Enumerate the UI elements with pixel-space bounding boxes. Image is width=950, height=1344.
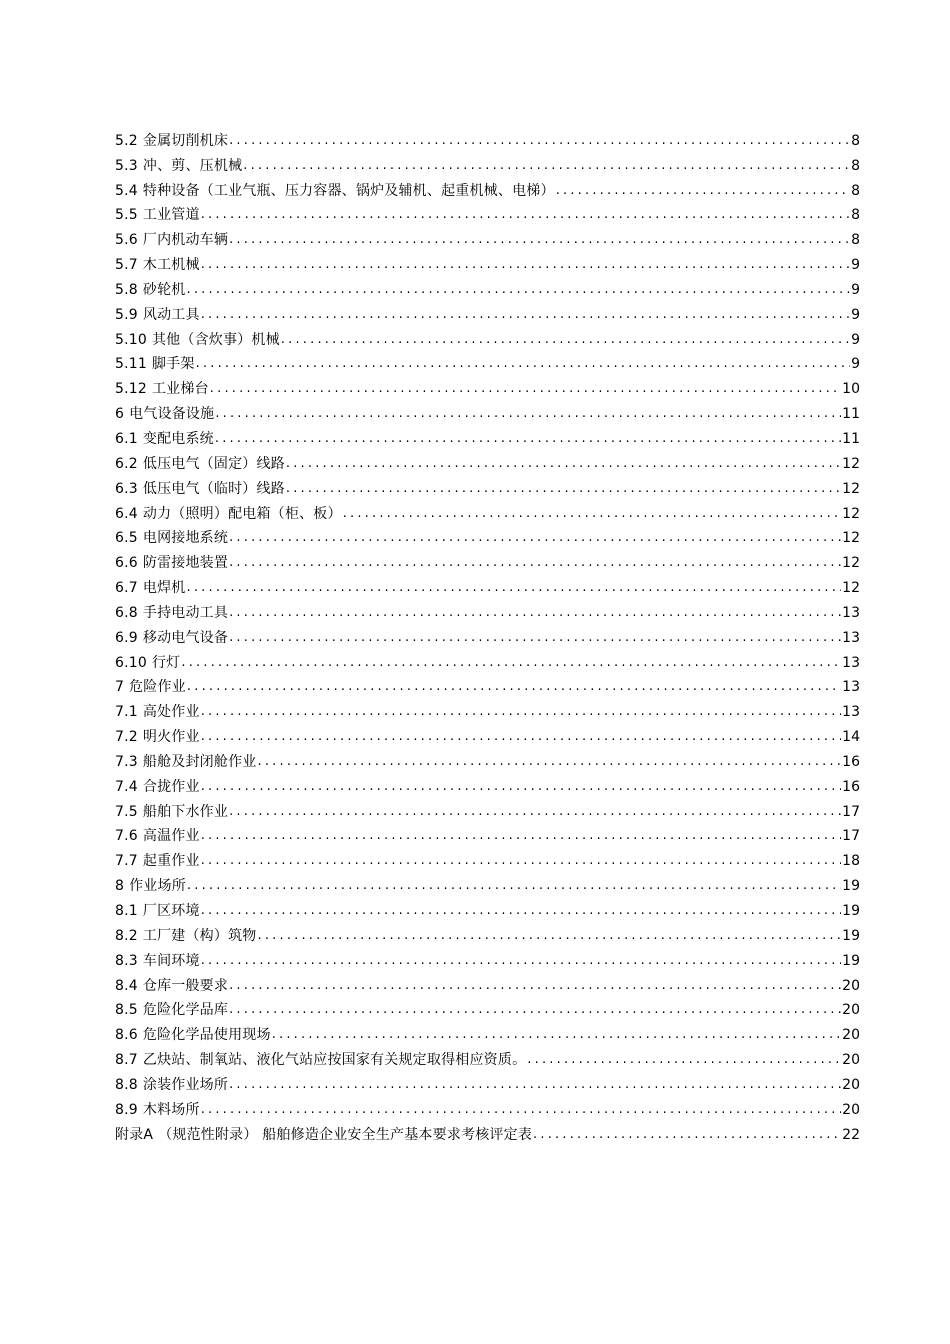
toc-entry[interactable] [115,597,860,622]
toc-entry[interactable] [115,1069,860,1094]
toc-entry-title: 仓库一般要求 [142,977,229,994]
toc-leader-dots [272,1026,841,1044]
toc-entry-label [115,1051,526,1069]
toc-leader-dots [229,604,841,622]
toc-entry-label [115,977,228,995]
toc-leader-dots [533,1126,841,1144]
toc-leader-dots [527,1051,841,1069]
toc-entry-title: 厂内机动车辆 [142,232,229,249]
toc-leader-dots [187,678,841,696]
toc-entry-label [115,554,228,572]
toc-entry-label [115,778,200,796]
toc-entry-page-number: 13 [842,604,860,621]
toc-entry-title: 工业管道 [142,207,200,224]
toc-entry-title: 冲、剪、压机械 [142,157,243,174]
toc-entry-page-number: 9 [851,356,860,373]
toc-entry-title: 车间环境 [142,952,200,969]
toc-leader-dots [201,206,850,224]
table-of-contents [115,125,860,1144]
toc-entry[interactable] [115,498,860,523]
toc-entry-title: 低压电气（固定）线路 [142,455,285,472]
toc-entry-number: 7.4 [115,778,138,795]
toc-entry-title: 涂装作业场所 [142,1076,229,1093]
toc-entry-number: 8.3 [115,952,138,969]
toc-entry[interactable] [115,175,860,200]
toc-leader-dots [556,182,850,200]
toc-leader-dots [229,554,841,572]
toc-entry-page-number: 16 [842,753,860,770]
toc-entry-number: 8.5 [115,1002,138,1019]
toc-entry-number: 5.3 [115,157,138,174]
toc-entry-label [115,827,200,845]
toc-leader-dots [196,355,850,373]
toc-entry-label [115,1026,271,1044]
toc-entry-page-number: 14 [842,729,860,746]
toc-leader-dots [201,256,850,274]
toc-entry-number: 5.11 [115,356,147,373]
toc-leader-dots [186,281,850,299]
toc-entry-number: 6.10 [115,654,147,671]
toc-entry-number: 6.4 [115,505,138,522]
toc-entry-page-number: 8 [851,182,860,199]
toc-entry-title: 高温作业 [142,828,200,845]
toc-leader-dots [229,629,841,647]
toc-entry-number: 6.6 [115,555,138,572]
toc-entry-number: 5.4 [115,182,138,199]
toc-entry-label [115,1076,228,1094]
toc-entry-number: 7.5 [115,803,138,820]
toc-entry[interactable] [115,920,860,945]
toc-entry-title: 手持电动工具 [142,604,229,621]
toc-entry[interactable] [115,448,860,473]
toc-entry-number: 6.9 [115,629,138,646]
toc-entry-title: 特种设备（工业气瓶、压力容器、锅炉及辅机、起重机械、电梯） [142,182,555,199]
toc-entry-title: 木料场所 [142,1101,200,1118]
toc-entry-number: 7.1 [115,704,138,721]
toc-entry-title: （规范性附录） 船舶修造企业安全生产基本要求考核评定表 [158,1126,533,1143]
toc-entry-number: 8.6 [115,1027,138,1044]
toc-leader-dots [201,778,841,796]
toc-entry-page-number: 12 [842,555,860,572]
toc-entry-number: 5.5 [115,207,138,224]
toc-entry-label [115,604,228,622]
toc-entry-title: 起重作业 [142,853,200,870]
toc-entry-label [115,803,228,821]
toc-leader-dots [187,877,841,895]
toc-leader-dots [281,331,850,349]
toc-entry-page-number: 8 [851,232,860,249]
toc-entry-title: 移动电气设备 [142,629,229,646]
toc-entry-title: 合拢作业 [142,778,200,795]
toc-entry[interactable] [115,150,860,175]
toc-leader-dots [229,803,841,821]
toc-entry-number: 5.12 [115,381,147,398]
toc-leader-dots [201,952,841,970]
toc-entry-page-number: 11 [842,406,860,423]
toc-leader-dots [286,455,841,473]
toc-entry-label [115,256,200,274]
toc-entry-label [115,629,228,647]
toc-entry-label [115,728,200,746]
toc-entry-number: 8.9 [115,1101,138,1118]
toc-entry-page-number: 22 [842,1126,860,1143]
toc-entry[interactable] [115,572,860,597]
toc-entry-page-number: 10 [842,381,860,398]
toc-leader-dots [181,654,841,672]
toc-entry-label [115,1101,200,1119]
toc-leader-dots [215,430,841,448]
toc-entry[interactable] [115,274,860,299]
toc-entry[interactable] [115,771,860,796]
toc-entry-number: 7.6 [115,828,138,845]
toc-leader-dots [229,1001,841,1019]
toc-entry[interactable] [115,995,860,1020]
toc-entry[interactable] [115,895,860,920]
toc-leader-dots [286,480,841,498]
toc-entry-label [115,753,256,771]
toc-entry-label [115,455,285,473]
toc-entry[interactable] [115,125,860,150]
toc-entry-title: 行灯 [151,654,181,671]
toc-entry-title: 风动工具 [142,306,200,323]
toc-entry-label [115,380,209,398]
toc-entry-label [115,1126,532,1144]
toc-entry-page-number: 19 [842,878,860,895]
toc-entry-page-number: 19 [842,903,860,919]
toc-entry-title: 厂区环境 [142,903,200,919]
toc-entry-title: 作业场所 [129,878,186,895]
toc-entry-number: 5.2 [115,132,138,149]
toc-entry-number: 8.7 [115,1052,138,1069]
toc-entry-page-number: 18 [842,853,860,870]
toc-entry-label [115,157,242,175]
toc-entry-label [115,654,180,672]
toc-entry-page-number: 13 [842,679,860,696]
toc-entry-number: 7 [115,679,125,696]
toc-entry-title: 电网接地系统 [142,530,229,547]
toc-entry-number: 7.2 [115,729,138,746]
toc-entry-label [115,132,228,150]
toc-entry-title: 砂轮机 [142,281,186,298]
toc-entry[interactable] [115,373,860,398]
toc-entry-page-number: 9 [851,306,860,323]
toc-entry[interactable] [115,200,860,225]
toc-leader-dots [201,703,841,721]
toc-entry-title: 其他（含炊事）机械 [151,331,280,348]
toc-entry-title: 工厂建（构）筑物 [142,927,257,944]
toc-entry[interactable] [115,945,860,970]
toc-entry-title: 变配电系统 [142,430,214,447]
toc-entry[interactable] [115,970,860,995]
toc-entry-label [115,206,200,224]
toc-entry-label [115,1001,228,1019]
toc-entry-page-number: 12 [842,505,860,522]
toc-entry-number: 8.8 [115,1076,138,1093]
toc-entry[interactable] [115,672,860,697]
toc-entry-page-number: 20 [842,1002,860,1019]
toc-entry-number: 5.9 [115,306,138,323]
toc-entry[interactable] [115,845,860,870]
toc-entry-number: 8.1 [115,903,138,919]
toc-entry[interactable] [115,523,860,548]
toc-entry-label [115,182,555,200]
toc-leader-dots [229,231,850,249]
toc-entry-page-number: 20 [842,1101,860,1118]
toc-entry-title: 高处作业 [142,704,200,721]
toc-entry-page-number: 8 [851,157,860,174]
toc-entry[interactable] [115,423,860,448]
toc-entry-number: 6.2 [115,455,138,472]
toc-entry-label [115,480,285,498]
toc-entry-page-number: 13 [842,704,860,721]
toc-entry-number: 6.8 [115,604,138,621]
toc-entry-label [115,405,214,423]
toc-entry[interactable] [115,622,860,647]
toc-entry-title: 危险化学品使用现场 [142,1027,271,1044]
toc-entry[interactable] [115,547,860,572]
toc-leader-dots [201,902,841,920]
toc-entry-page-number: 12 [842,530,860,547]
toc-entry-number: 附录A [115,1126,154,1143]
toc-entry-label [115,579,185,597]
toc-entry-title: 低压电气（临时）线路 [142,480,285,497]
toc-leader-dots [201,728,841,746]
toc-entry[interactable] [115,349,860,374]
toc-leader-dots [210,380,841,398]
toc-entry-label [115,703,200,721]
toc-entry-page-number: 17 [842,803,860,820]
toc-leader-dots [229,1076,841,1094]
toc-entry-label [115,678,186,696]
toc-entry[interactable] [115,1119,860,1144]
toc-leader-dots [243,157,850,175]
toc-entry-label [115,331,280,349]
toc-entry-page-number: 20 [842,1027,860,1044]
toc-entry-page-number: 20 [842,977,860,994]
toc-entry-title: 脚手架 [151,356,195,373]
toc-entry-label [115,430,214,448]
toc-entry[interactable] [115,299,860,324]
toc-entry[interactable] [115,696,860,721]
toc-entry[interactable] [115,1094,860,1119]
toc-entry-label [115,952,200,970]
toc-entry-label [115,927,256,945]
toc-entry-title: 金属切削机床 [142,132,229,149]
toc-entry-label [115,281,185,299]
toc-entry[interactable] [115,1044,860,1069]
toc-entry-title: 工业梯台 [151,381,209,398]
toc-entry-title: 电气设备设施 [129,406,215,423]
toc-entry-number: 5.6 [115,232,138,249]
toc-entry-number: 5.7 [115,257,138,274]
toc-entry-title: 船舶下水作业 [142,803,229,820]
toc-entry-page-number: 9 [851,331,860,348]
toc-entry-number: 6 [115,406,125,423]
toc-entry-title: 明火作业 [142,729,200,746]
toc-entry-title: 防雷接地装置 [142,555,229,572]
toc-entry[interactable] [115,324,860,349]
toc-entry-page-number: 8 [851,132,860,149]
toc-entry-title: 电焊机 [142,580,186,597]
toc-entry[interactable] [115,746,860,771]
toc-entry-page-number: 11 [842,430,860,447]
toc-entry-label [115,852,200,870]
toc-entry[interactable] [115,821,860,846]
toc-entry-page-number: 9 [851,257,860,274]
toc-entry-label [115,902,200,920]
toc-entry[interactable] [115,473,860,498]
toc-entry-label [115,505,342,523]
toc-entry-page-number: 9 [851,281,860,298]
toc-entry[interactable] [115,796,860,821]
toc-leader-dots [257,753,841,771]
toc-entry-title: 船舱及封闭舱作业 [142,753,257,770]
toc-entry-label [115,355,195,373]
toc-entry-number: 7.3 [115,753,138,770]
toc-entry-number: 8.2 [115,927,138,944]
toc-entry-page-number: 13 [842,629,860,646]
toc-entry-title: 危险化学品库 [142,1002,229,1019]
toc-entry-page-number: 19 [842,952,860,969]
toc-entry-page-number: 13 [842,654,860,671]
toc-entry-page-number: 8 [851,207,860,224]
toc-entry-label [115,306,200,324]
toc-entry-title: 木工机械 [142,257,200,274]
toc-leader-dots [186,579,841,597]
toc-entry[interactable] [115,224,860,249]
toc-entry-title: 乙炔站、制氧站、液化气站应按国家有关规定取得相应资质。 [142,1052,527,1069]
toc-entry-number: 8 [115,878,125,895]
toc-leader-dots [201,852,841,870]
toc-leader-dots [257,927,841,945]
toc-leader-dots [201,1101,841,1119]
toc-entry-number: 5.10 [115,331,147,348]
toc-entry-number: 6.5 [115,530,138,547]
toc-leader-dots [201,827,841,845]
toc-entry[interactable] [115,647,860,672]
toc-leader-dots [215,405,841,423]
toc-entry[interactable] [115,249,860,274]
toc-entry[interactable] [115,1019,860,1044]
toc-entry-number: 8.4 [115,977,138,994]
toc-leader-dots [201,306,850,324]
toc-leader-dots [229,977,841,995]
toc-entry-page-number: 16 [842,778,860,795]
toc-entry-number: 7.7 [115,853,138,870]
toc-entry[interactable] [115,870,860,895]
toc-entry-page-number: 19 [842,927,860,944]
toc-entry-label [115,231,228,249]
toc-entry-page-number: 12 [842,455,860,472]
toc-entry-label [115,529,228,547]
toc-entry-number: 5.8 [115,281,138,298]
toc-entry-page-number: 12 [842,580,860,597]
toc-entry-title: 动力（照明）配电箱（柜、板） [142,505,342,522]
toc-entry-page-number: 17 [842,828,860,845]
toc-entry-title: 危险作业 [129,679,186,696]
toc-leader-dots [229,132,850,150]
toc-entry-number: 6.7 [115,580,138,597]
toc-entry-page-number: 12 [842,480,860,497]
toc-entry[interactable] [115,398,860,423]
toc-entry-number: 6.1 [115,430,138,447]
toc-entry-page-number: 20 [842,1076,860,1093]
toc-entry[interactable] [115,721,860,746]
toc-entry-page-number: 20 [842,1052,860,1069]
toc-entry-number: 6.3 [115,480,138,497]
toc-entry-label [115,877,186,895]
toc-leader-dots [229,529,841,547]
toc-leader-dots [343,505,841,523]
